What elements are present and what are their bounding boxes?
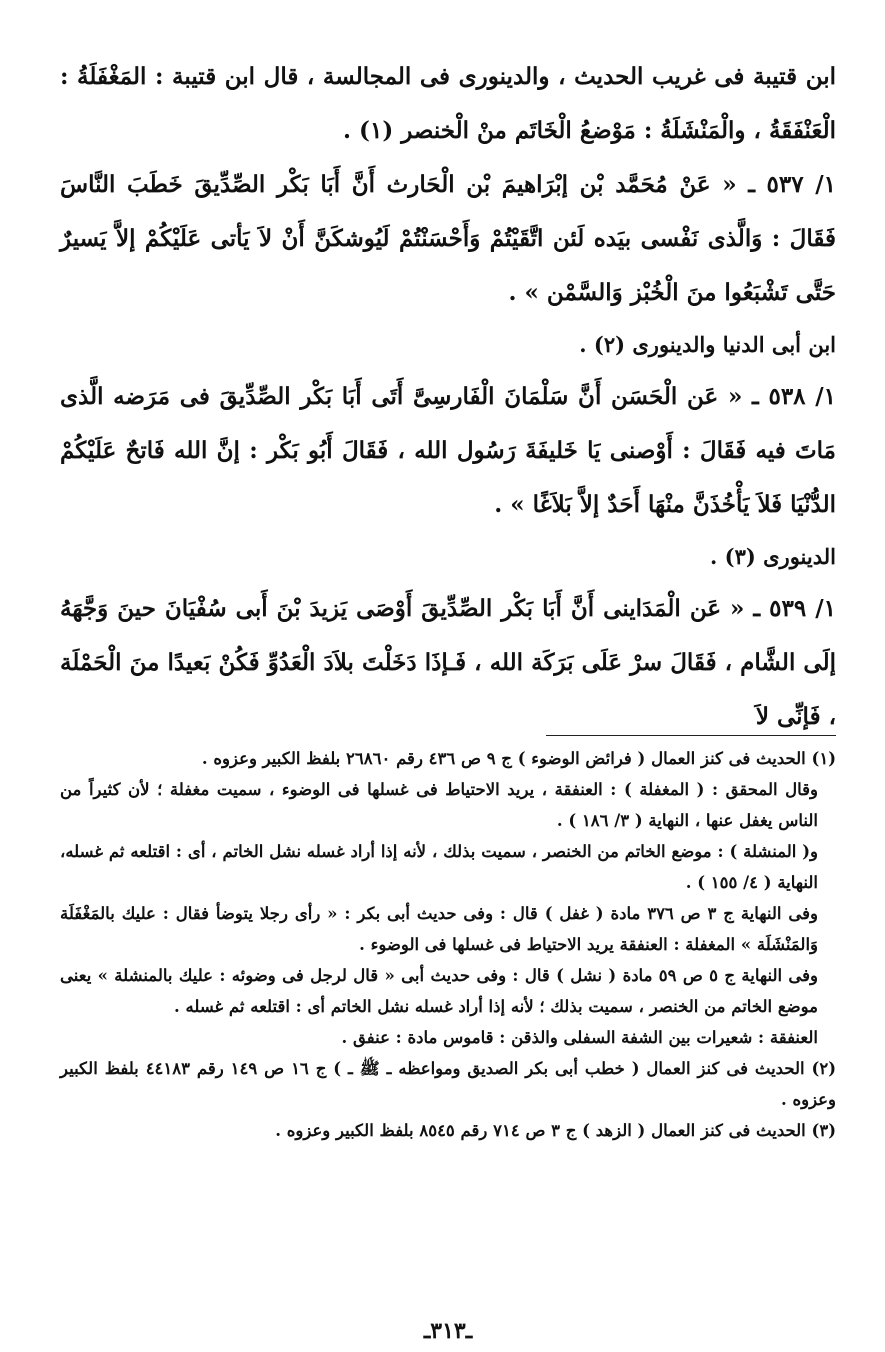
footnote-1: (١) الحديث فى كنز العمال ( فرائض الوضوء ) ج ٩ ص ٤٣٦ رقم ٢٦٨٦٠ بلفظ الكبير وعزوه .: [201, 749, 836, 768]
source-line: الدينورى (٣) .: [710, 544, 836, 569]
hadith-537: ١/ ٥٣٧ ـ « عَنْ مُحَمَّد بْن إبْرَاهيمَ بْن الْحَارث أَنَّ أَبَا بَكْر الصِّدِّيقَ خَطَبَ النَّاسَ فَقَالَ : وَالَّذى نَفْسى بيَده لَئن اتَّقَيْتُمْ وَأَحْسَنْتُمْ لَيُوشكَنَّ أَنْ لاَ يَأتى عَلَيْكُمْ إلاَّ يَسيرٌ حَتَّى تَشْبَعُوا منَ الْخُبْز وَالسَّمْن » .: [60, 171, 836, 306]
footnote-text: و( المنشلة ) : موضع الخاتم من الخنصر ، سميت بذلك ، لأنه إذا أراد غسله نشل الخاتم ، أى : اقتلعه ثم غسله، النهاية ( ٤/ ١٥٥ ) .: [60, 842, 818, 892]
footnote-2: (٢) الحديث فى كنز العمال ( خطب أبى بكر الصديق ومواعظه ـ ﷺ ـ ) ج ١٦ ص ١٤٩ رقم ٤٤١٨٣ بلفظ الكبير وعزوه .: [60, 1059, 836, 1109]
source-line: ابن قتيبة فى غريب الحديث ، والدينورى فى المجالسة ، قال ابن قتيبة : المَغْفَلَةُ : الْعَنْفَقَةُ ، والْمَنْشَلَةُ : مَوْضعُ الْخَاتَم منْ الْخنصر (١) .: [60, 63, 836, 144]
page-number: ـ٣١٣ـ: [423, 1318, 473, 1344]
footnote-text: وقال المحقق : ( المغفلة ) : العنفقة ، يريد الاحتياط فى غسلها فى الوضوء ، سميت مغفلة ؛ لأن كثيراً من الناس يغفل عنها ، النهاية ( ٣/ ١٨٦ ) .: [60, 780, 818, 830]
footnote-3: (٣) الحديث فى كنز العمال ( الزهد ) ج ٣ ص ٧١٤ رقم ٨٥٤٥ بلفظ الكبير وعزوه .: [275, 1121, 836, 1140]
footnote-separator: [546, 735, 836, 736]
hadith-538: ١/ ٥٣٨ ـ « عَن الْحَسَن أَنَّ سَلْمَانَ الْفَارسِىَّ أَتَى أَبَا بَكْر الصِّدِّيقَ فى مَرَضه الَّذى مَاتَ فيه فَقَالَ : أَوْصنى يَا خَليفَةَ رَسُول الله ، فَقَالَ أَبُو بَكْر : إنَّ الله فَاتحٌ عَلَيْكُمْ الدُّنْيَا فَلاَ يَأْخُذَنَّ منْهَا أَحَدٌ إلاَّ بَلاَغًا » .: [60, 383, 836, 518]
hadith-539: ١/ ٥٣٩ ـ « عَن الْمَدَاينى أَنَّ أَبَا بَكْر الصِّدِّيقَ أَوْصَى يَزيدَ بْنَ أَبى سُفْيَانَ حينَ وَجَّهَهُ إلَى الشَّام ، فَقَالَ سرْ عَلَى بَرَكَة الله ، فَـإذَا دَخَلْتَ بلاَدَ الْعَدُوِّ فَكُنْ بَعيدًا منَ الْحَمْلَة ، فَإنِّى لاَ: [60, 595, 836, 730]
footnotes: [60, 743, 836, 1146]
footnote-text: وفى النهاية ج ٣ ص ٣٧٦ مادة ( غفل ) قال : وفى حديث أبى بكر : « رأى رجلا يتوضأ فقال : عليك بالمَغْفَلَة وَالمَنْشَلَة » المغفلة : العنفقة يريد الاحتياط فى غسلها فى الوضوء .: [60, 904, 818, 954]
footnote-text: العنفقة : شعيرات بين الشفة السفلى والذقن : قاموس مادة : عنفق .: [341, 1028, 818, 1047]
main-text: [60, 50, 836, 744]
footnote-text: وفى النهاية ج ٥ ص ٥٩ مادة ( نشل ) قال : وفى حديث أبى « قال لرجل فى وضوئه : عليك بالمنشلة » يعنى موضع الخاتم من الخنصر ، سميت بذلك ؛ لأنه إذا أراد غسله نشل الخاتم أى : اقتلعه ثم غسله .: [60, 966, 819, 1016]
source-line: ابن أبى الدنيا والدينورى (٢) .: [579, 332, 836, 357]
document-page: [60, 50, 836, 1344]
